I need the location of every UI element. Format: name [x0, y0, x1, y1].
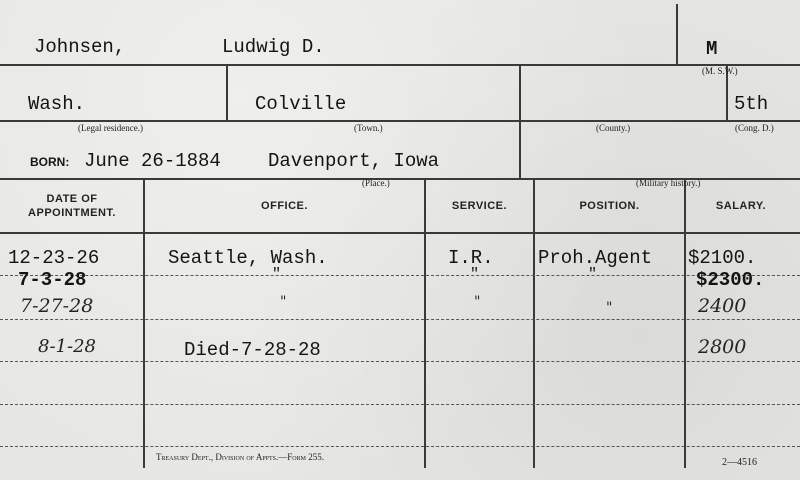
- row-2-office-ditto: ": [272, 266, 282, 283]
- row-1-position: Proh.Agent: [538, 247, 653, 269]
- birth-date: June 26-1884: [84, 150, 221, 172]
- residence-state: Wash.: [28, 93, 86, 115]
- row-1-salary: $2100.: [688, 247, 757, 269]
- row-2-salary: $2300.: [696, 269, 765, 291]
- rule-line: [533, 178, 535, 468]
- row-3-salary: 2400: [698, 295, 747, 317]
- header-date-of-appointment: DATE OF APPOINTMENT.: [28, 193, 116, 219]
- row-3-position-ditto: ": [606, 300, 613, 316]
- residence-town: Colville: [255, 93, 347, 115]
- row-3-date: 7-27-28: [20, 295, 94, 317]
- header-service: SERVICE.: [451, 200, 508, 212]
- rule-line: [676, 4, 678, 64]
- row-divider: [0, 275, 800, 276]
- military-history-caption: (Military history.): [636, 178, 701, 188]
- rule-line: [424, 178, 426, 468]
- rule-line: [684, 178, 686, 468]
- rule-line: [226, 64, 228, 120]
- row-4-salary: 2800: [698, 336, 747, 358]
- place-caption: (Place.): [362, 178, 390, 188]
- born-label: BORN:: [30, 155, 70, 169]
- row-3-service-ditto: ": [474, 294, 481, 310]
- rule-line: [0, 64, 800, 66]
- form-footer: Treasury Dept., Division of Appts.—Form 255.: [156, 452, 324, 462]
- county-caption: (County.): [596, 123, 631, 133]
- row-divider: [0, 319, 800, 320]
- surname: Johnsen,: [34, 36, 126, 58]
- row-4-date: 8-1-28: [38, 336, 96, 357]
- row-divider: [0, 404, 800, 405]
- row-divider: [0, 361, 800, 362]
- row-1-service: I.R.: [448, 247, 494, 269]
- row-1-office: Seattle, Wash.: [168, 247, 328, 269]
- row-divider: [0, 446, 800, 447]
- marital-status: M: [706, 38, 718, 60]
- marital-caption: (M. S.W.): [702, 66, 738, 76]
- rule-line: [0, 120, 800, 122]
- row-4-office-note: Died-7-28-28: [184, 339, 321, 361]
- row-2-date: 7-3-28: [18, 269, 87, 291]
- cong-district-caption: (Cong. D.): [735, 123, 774, 133]
- header-office: OFFICE.: [261, 200, 308, 212]
- row-3-office-ditto: ": [280, 294, 287, 310]
- row-1-date: 12-23-26: [8, 247, 100, 269]
- congressional-district: 5th: [734, 93, 769, 115]
- card-number: 2—4516: [722, 457, 757, 468]
- rule-line: [143, 178, 145, 468]
- row-2-service-ditto: ": [470, 266, 480, 283]
- given-name: Ludwig D.: [222, 36, 325, 58]
- town-caption: (Town.): [354, 123, 383, 133]
- row-2-position-ditto: ": [588, 266, 598, 283]
- legal-residence-caption: (Legal residence.): [78, 123, 143, 133]
- rule-line: [0, 232, 800, 234]
- rule-line: [519, 64, 521, 178]
- birth-place: Davenport, Iowa: [268, 150, 440, 172]
- header-position: POSITION.: [579, 200, 640, 212]
- header-salary: SALARY.: [715, 200, 767, 212]
